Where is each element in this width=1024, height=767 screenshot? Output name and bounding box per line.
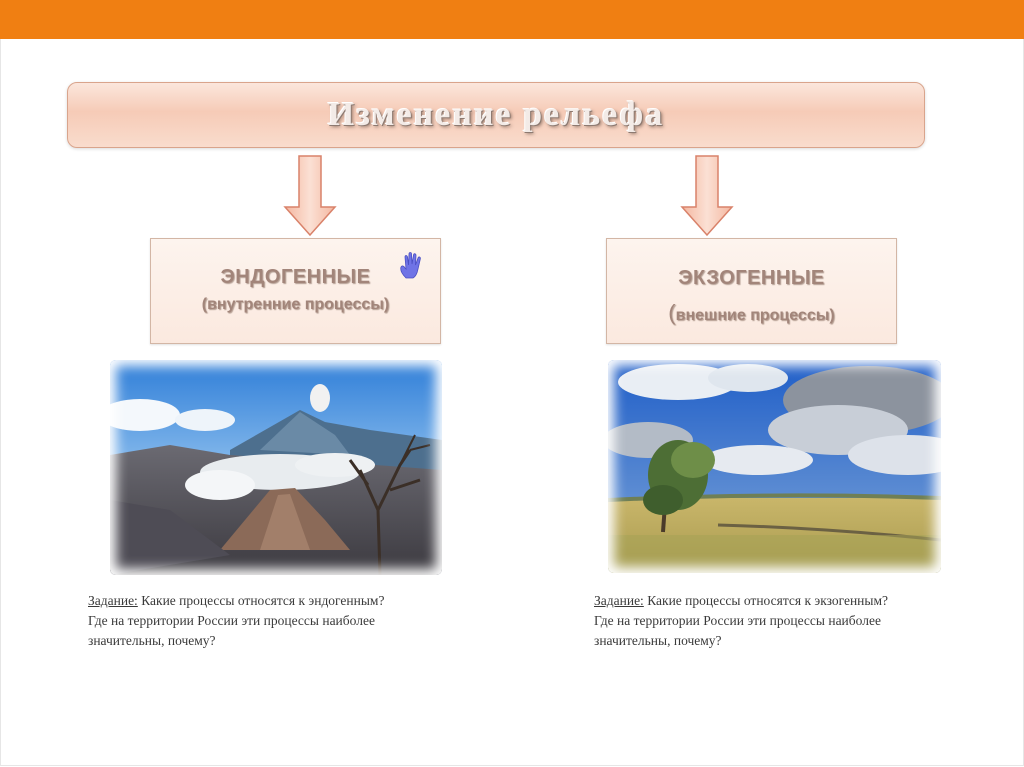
task-question: Какие процессы относятся к экзогенным? <box>643 593 889 608</box>
task-line-1 <box>594 591 979 611</box>
hand-icon[interactable] <box>398 251 426 281</box>
task-label: Задание: <box>88 593 138 608</box>
title-box <box>67 82 925 148</box>
page-title: Изменение рельефа <box>327 96 665 133</box>
task-line-3: значительны, почему? <box>88 633 216 648</box>
top-accent-bar <box>0 0 1024 39</box>
task-line-1 <box>88 591 473 611</box>
exogenous-subtitle-paren: ( <box>668 300 676 325</box>
exogenous-subtitle-text: внешние процессы) <box>675 307 835 324</box>
task-question: Какие процессы относятся к эндогенным? <box>137 593 385 608</box>
task-line-2: Где на территории России эти процессы наиболее <box>88 613 375 628</box>
task-exogenous <box>594 591 979 651</box>
endogenous-box <box>150 238 441 344</box>
exogenous-box <box>606 238 897 344</box>
endogenous-subtitle: (внутренние процессы) <box>201 296 390 313</box>
task-endogenous <box>88 591 473 651</box>
task-line-2: Где на территории России эти процессы наиболее <box>594 613 881 628</box>
exogenous-subtitle <box>607 300 896 326</box>
down-arrow-left <box>283 155 337 237</box>
task-label: Задание: <box>594 593 644 608</box>
wind-tree-image <box>608 360 941 573</box>
down-arrow-right <box>680 155 734 237</box>
task-line-3: значительны, почему? <box>594 633 722 648</box>
exogenous-title: ЭКЗОГЕННЫЕ <box>678 267 825 289</box>
volcano-image <box>110 360 442 575</box>
endogenous-title: ЭНДОГЕННЫЕ <box>220 266 371 288</box>
